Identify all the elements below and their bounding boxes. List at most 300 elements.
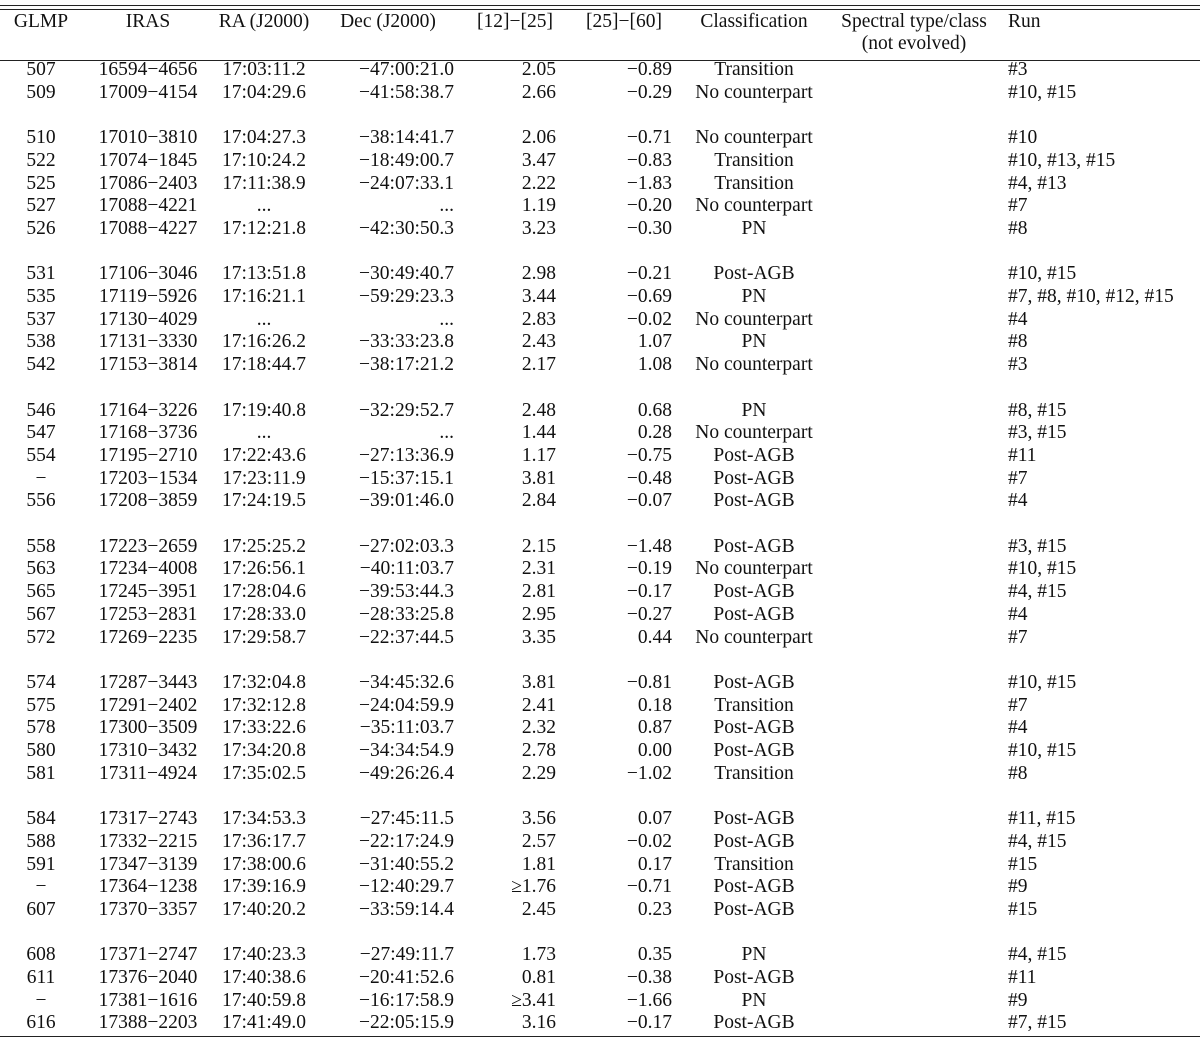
cell-classification: Post-AGB xyxy=(713,1012,795,1034)
cell-classification: PN xyxy=(741,399,767,421)
cell-color-25-60: 0.00 xyxy=(637,740,672,762)
header-spectral-line2: (not evolved) xyxy=(861,33,967,54)
cell-classification: Post-AGB xyxy=(713,263,795,285)
cell-dec: −16:17:58.9 xyxy=(359,989,454,1011)
cell-ra: 17:33:22.6 xyxy=(222,717,306,739)
table-row xyxy=(0,331,1200,354)
cell-iras: 17168−3736 xyxy=(98,422,198,444)
table-row xyxy=(0,740,1200,763)
table-row xyxy=(0,59,1200,82)
cell-spectral-type xyxy=(828,286,1000,309)
cell-classification: No counterpart xyxy=(695,195,813,217)
cell-ra: 17:40:59.8 xyxy=(222,989,306,1011)
cell-dec: −30:49:40.7 xyxy=(359,263,454,285)
cell-ra: 17:34:20.8 xyxy=(222,740,306,762)
cell-iras: 17287−3443 xyxy=(98,671,198,693)
cell-iras: 17119−5926 xyxy=(98,286,198,307)
cell-glmp: 546 xyxy=(26,399,56,421)
cell-classification: No counterpart xyxy=(695,354,813,376)
header-spectral-line1: Spectral type/class xyxy=(841,11,987,32)
cell-classification: PN xyxy=(741,331,767,353)
cell-ra: 17:39:16.9 xyxy=(222,876,306,898)
cell-ra: 17:36:17.7 xyxy=(222,830,306,852)
cell-spectral-type xyxy=(828,763,1000,786)
group-spacer-cell xyxy=(0,104,1200,127)
cell-classification: Post-AGB xyxy=(713,808,795,830)
table-row xyxy=(0,944,1200,967)
cell-spectral-type xyxy=(828,740,1000,763)
cell-color-12-25: 2.45 xyxy=(521,898,556,920)
cell-run: #7 xyxy=(1008,694,1028,716)
cell-dec: −33:59:14.4 xyxy=(359,898,454,920)
cell-glmp: 565 xyxy=(26,581,56,603)
cell-iras: 17253−2831 xyxy=(98,603,198,625)
header-classification: Classification xyxy=(700,11,808,32)
group-spacer xyxy=(0,785,1200,808)
cell-dec: ... xyxy=(439,422,454,444)
cell-run: #3 xyxy=(1008,59,1028,80)
cell-glmp: 554 xyxy=(26,444,56,466)
header-spectral-type xyxy=(828,11,1000,59)
table-row xyxy=(0,695,1200,718)
cell-dec: −27:02:03.3 xyxy=(359,535,454,557)
table-row xyxy=(0,967,1200,990)
cell-dec: −24:04:59.9 xyxy=(359,694,454,716)
cell-run: #8 xyxy=(1008,762,1028,784)
cell-iras: 17300−3509 xyxy=(98,717,198,739)
header-glmp: GLMP xyxy=(13,11,69,32)
cell-iras: 17364−1238 xyxy=(98,876,198,898)
cell-dec: −38:14:41.7 xyxy=(359,127,454,149)
cell-color-25-60: 1.08 xyxy=(637,354,672,376)
table-row xyxy=(0,1012,1200,1035)
cell-ra: 17:28:33.0 xyxy=(222,603,306,625)
cell-iras: 17009−4154 xyxy=(98,81,198,103)
cell-run: #11, #15 xyxy=(1008,808,1076,830)
table-row xyxy=(0,490,1200,513)
cell-color-12-25: 3.47 xyxy=(521,149,556,171)
cell-classification: Post-AGB xyxy=(713,876,795,898)
cell-dec: −32:29:52.7 xyxy=(359,399,454,421)
cell-dec: −35:11:03.7 xyxy=(359,717,454,739)
cell-run: #3 xyxy=(1008,354,1028,376)
cell-iras: 17388−2203 xyxy=(98,1012,198,1034)
cell-spectral-type xyxy=(828,558,1000,581)
cell-spectral-type xyxy=(828,422,1000,445)
cell-ra: 17:16:26.2 xyxy=(222,331,306,353)
cell-color-25-60: −0.38 xyxy=(626,967,672,989)
cell-run: #7 xyxy=(1008,626,1028,648)
cell-run: #10, #15 xyxy=(1008,740,1077,762)
cell-color-25-60: −1.83 xyxy=(626,172,672,194)
cell-color-25-60: −0.07 xyxy=(626,490,672,512)
cell-classification: Transition xyxy=(714,149,794,171)
header-color-12-25: [12]−[25] xyxy=(477,11,553,32)
cell-color-25-60: −0.17 xyxy=(626,581,672,603)
cell-glmp: 588 xyxy=(26,830,56,852)
cell-glmp: 531 xyxy=(26,263,56,285)
cell-spectral-type xyxy=(828,944,1000,967)
cell-spectral-type xyxy=(828,695,1000,718)
cell-spectral-type xyxy=(828,59,1000,82)
cell-color-25-60: −0.48 xyxy=(626,467,672,489)
cell-color-12-25: 2.29 xyxy=(521,762,556,784)
cell-spectral-type xyxy=(828,173,1000,196)
cell-dec: −24:07:33.1 xyxy=(359,172,454,194)
cell-classification: PN xyxy=(741,217,767,239)
group-spacer-cell xyxy=(0,649,1200,672)
cell-spectral-type xyxy=(828,263,1000,286)
cell-classification: Transition xyxy=(714,694,794,716)
cell-glmp: 526 xyxy=(26,217,56,239)
group-spacer xyxy=(0,241,1200,264)
cell-classification: Post-AGB xyxy=(713,490,795,512)
cell-run: #8, #15 xyxy=(1008,399,1067,421)
cell-color-25-60: −0.17 xyxy=(626,1012,672,1034)
cell-iras: 17131−3330 xyxy=(98,331,198,353)
cell-ra: ... xyxy=(256,308,272,330)
cell-spectral-type xyxy=(828,604,1000,627)
cell-classification: Post-AGB xyxy=(713,898,795,920)
cell-classification: Transition xyxy=(714,762,794,784)
cell-ra: 17:29:58.7 xyxy=(222,626,306,648)
cell-color-25-60: −1.66 xyxy=(626,989,672,1011)
cell-run: #4 xyxy=(1008,717,1028,739)
cell-color-12-25: 2.43 xyxy=(521,331,556,353)
table-row xyxy=(0,422,1200,445)
cell-color-12-25: ≥3.41 xyxy=(511,989,556,1011)
cell-dec: −34:34:54.9 xyxy=(359,740,454,762)
cell-classification: Post-AGB xyxy=(713,967,795,989)
cell-run: #4 xyxy=(1008,490,1028,512)
cell-classification: No counterpart xyxy=(695,81,813,103)
cell-glmp: 584 xyxy=(26,808,56,830)
cell-color-12-25: 2.41 xyxy=(521,694,556,716)
group-spacer xyxy=(0,104,1200,127)
cell-color-12-25: 3.81 xyxy=(521,671,556,693)
cell-spectral-type xyxy=(828,627,1000,650)
cell-iras: 17074−1845 xyxy=(98,149,198,171)
cell-dec: −59:29:23.3 xyxy=(359,286,454,307)
cell-glmp: 578 xyxy=(26,717,56,739)
cell-classification: Transition xyxy=(714,853,794,875)
cell-color-12-25: 2.95 xyxy=(521,603,556,625)
cell-color-12-25: 2.32 xyxy=(521,717,556,739)
cell-run: #9 xyxy=(1008,876,1028,898)
table-row xyxy=(0,127,1200,150)
cell-classification: PN xyxy=(741,989,767,1011)
cell-color-12-25: 0.81 xyxy=(521,967,556,989)
cell-iras: 17370−3357 xyxy=(98,898,198,920)
cell-color-25-60: −0.19 xyxy=(626,558,672,580)
cell-color-25-60: −0.71 xyxy=(626,127,672,149)
cell-glmp: 607 xyxy=(26,898,56,920)
cell-iras: 17332−2215 xyxy=(98,830,198,852)
cell-color-12-25: 2.05 xyxy=(521,59,556,80)
cell-iras: 17088−4221 xyxy=(98,195,198,217)
cell-glmp: − xyxy=(35,876,47,898)
cell-color-12-25: 3.81 xyxy=(521,467,556,489)
cell-iras: 17208−3859 xyxy=(98,490,198,512)
cell-spectral-type xyxy=(828,195,1000,218)
cell-ra: 17:18:44.7 xyxy=(222,354,306,376)
table-row xyxy=(0,854,1200,877)
cell-dec: −27:49:11.7 xyxy=(359,944,454,966)
cell-iras: 17381−1616 xyxy=(98,989,198,1011)
cell-dec: −27:45:11.5 xyxy=(359,808,454,830)
cell-color-25-60: −0.69 xyxy=(626,286,672,307)
group-spacer-cell xyxy=(0,922,1200,945)
cell-run: #7 xyxy=(1008,467,1028,489)
cell-spectral-type xyxy=(828,854,1000,877)
table-row xyxy=(0,604,1200,627)
cell-iras: 17269−2235 xyxy=(98,626,198,648)
cell-classification: Post-AGB xyxy=(713,581,795,603)
cell-glmp: 527 xyxy=(26,195,56,217)
cell-dec: −39:53:44.3 xyxy=(359,581,454,603)
cell-color-25-60: −0.30 xyxy=(626,217,672,239)
cell-iras: 17234−4008 xyxy=(98,558,198,580)
cell-iras: 17153−3814 xyxy=(98,354,198,376)
cell-color-12-25: 1.17 xyxy=(521,444,556,466)
cell-color-12-25: 3.35 xyxy=(521,626,556,648)
cell-classification: Post-AGB xyxy=(713,444,795,466)
cell-dec: −12:40:29.7 xyxy=(359,876,454,898)
table-row xyxy=(0,831,1200,854)
cell-ra: 17:40:23.3 xyxy=(222,944,306,966)
cell-ra: 17:19:40.8 xyxy=(222,399,306,421)
cell-iras: 17010−3810 xyxy=(98,127,198,149)
table-row xyxy=(0,150,1200,173)
cell-glmp: 542 xyxy=(26,354,56,376)
cell-glmp: 616 xyxy=(26,1012,56,1034)
cell-color-12-25: 2.17 xyxy=(521,354,556,376)
cell-classification: Post-AGB xyxy=(713,603,795,625)
cell-dec: −28:33:25.8 xyxy=(359,603,454,625)
cell-ra: ... xyxy=(256,195,272,217)
cell-dec: −41:58:38.7 xyxy=(359,81,454,103)
cell-iras: 17088−4227 xyxy=(98,217,198,239)
cell-glmp: 547 xyxy=(26,422,56,444)
cell-glmp: 580 xyxy=(26,740,56,762)
cell-glmp: 537 xyxy=(26,308,56,330)
cell-ra: 17:32:04.8 xyxy=(222,671,306,693)
table-row xyxy=(0,309,1200,332)
cell-color-25-60: 0.87 xyxy=(637,717,672,739)
cell-color-12-25: 3.23 xyxy=(521,217,556,239)
header-ra: RA (J2000) xyxy=(218,11,310,32)
cell-ra: 17:24:19.5 xyxy=(222,490,306,512)
cell-ra: 17:40:20.2 xyxy=(222,898,306,920)
cell-classification: Post-AGB xyxy=(713,830,795,852)
cell-run: #7 xyxy=(1008,195,1028,217)
table-top-rule xyxy=(0,5,1200,6)
cell-run: #7, #8, #10, #12, #15 xyxy=(1008,286,1174,307)
cell-iras: 17245−3951 xyxy=(98,581,198,603)
cell-iras: 17376−2040 xyxy=(98,967,198,989)
cell-glmp: 572 xyxy=(26,626,56,648)
cell-glmp: 558 xyxy=(26,535,56,557)
table-row xyxy=(0,672,1200,695)
cell-classification: PN xyxy=(741,286,767,307)
cell-spectral-type xyxy=(828,127,1000,150)
cell-color-25-60: −0.83 xyxy=(626,149,672,171)
table-row xyxy=(0,899,1200,922)
cell-glmp: 567 xyxy=(26,603,56,625)
cell-iras: 17203−1534 xyxy=(98,467,198,489)
cell-color-25-60: 0.68 xyxy=(637,399,672,421)
cell-glmp: 538 xyxy=(26,331,56,353)
group-spacer-cell xyxy=(0,785,1200,808)
cell-classification: No counterpart xyxy=(695,422,813,444)
cell-color-25-60: 0.35 xyxy=(637,944,672,966)
cell-color-25-60: −0.21 xyxy=(626,263,672,285)
cell-color-12-25: 2.83 xyxy=(521,308,556,330)
cell-dec: −27:13:36.9 xyxy=(359,444,454,466)
cell-color-25-60: 1.07 xyxy=(637,331,672,353)
cell-run: #15 xyxy=(1008,853,1038,875)
cell-glmp: 556 xyxy=(26,490,56,512)
cell-run: #8 xyxy=(1008,331,1028,353)
cell-dec: −39:01:46.0 xyxy=(359,490,454,512)
header-color-25-60: [25]−[60] xyxy=(586,11,662,32)
table-row xyxy=(0,990,1200,1013)
cell-glmp: 509 xyxy=(26,81,56,103)
cell-color-12-25: 2.15 xyxy=(521,535,556,557)
table-row xyxy=(0,717,1200,740)
cell-spectral-type xyxy=(828,672,1000,695)
cell-iras: 17130−4029 xyxy=(98,308,198,330)
cell-ra: 17:40:38.6 xyxy=(222,967,306,989)
cell-glmp: 535 xyxy=(26,286,56,307)
group-spacer xyxy=(0,922,1200,945)
cell-run: #4, #15 xyxy=(1008,830,1067,852)
cell-spectral-type xyxy=(828,831,1000,854)
cell-classification: Post-AGB xyxy=(713,535,795,557)
cell-spectral-type xyxy=(828,717,1000,740)
cell-ra: 17:28:04.6 xyxy=(222,581,306,603)
cell-run: #9 xyxy=(1008,989,1028,1011)
cell-dec: −15:37:15.1 xyxy=(359,467,454,489)
cell-color-25-60: −0.81 xyxy=(626,671,672,693)
cell-run: #8 xyxy=(1008,217,1028,239)
cell-ra: 17:26:56.1 xyxy=(222,558,306,580)
cell-ra: 17:23:11.9 xyxy=(222,467,306,489)
cell-ra: 17:12:21.8 xyxy=(222,217,306,239)
cell-ra: 17:41:49.0 xyxy=(222,1012,306,1034)
cell-color-12-25: 3.16 xyxy=(521,1012,556,1034)
cell-ra: 17:35:02.5 xyxy=(222,762,306,784)
cell-classification: Transition xyxy=(714,59,794,80)
cell-ra: 17:03:11.2 xyxy=(222,59,306,80)
cell-color-12-25: 2.78 xyxy=(521,740,556,762)
cell-glmp: 522 xyxy=(26,149,56,171)
cell-color-12-25: 2.31 xyxy=(521,558,556,580)
cell-color-12-25: 2.06 xyxy=(521,127,556,149)
cell-classification: No counterpart xyxy=(695,308,813,330)
cell-dec: ... xyxy=(439,195,454,217)
cell-ra: 17:11:38.9 xyxy=(222,172,306,194)
table-row xyxy=(0,876,1200,899)
header-run: Run xyxy=(1008,11,1041,32)
cell-iras: 17106−3046 xyxy=(98,263,198,285)
cell-glmp: 591 xyxy=(26,853,56,875)
cell-glmp: 510 xyxy=(26,127,56,149)
cell-color-12-25: 2.22 xyxy=(521,172,556,194)
cell-spectral-type xyxy=(828,581,1000,604)
table-top-rule-double xyxy=(0,9,1200,10)
cell-run: #10, #13, #15 xyxy=(1008,149,1116,171)
cell-dec: −47:00:21.0 xyxy=(359,59,454,80)
cell-dec: −38:17:21.2 xyxy=(359,354,454,376)
group-spacer-cell xyxy=(0,513,1200,536)
cell-color-25-60: −0.27 xyxy=(626,603,672,625)
group-spacer xyxy=(0,649,1200,672)
cell-iras: 17086−2403 xyxy=(98,172,198,194)
cell-color-25-60: 0.28 xyxy=(637,422,672,444)
cell-glmp: 574 xyxy=(26,671,56,693)
cell-dec: −40:11:03.7 xyxy=(359,558,454,580)
cell-color-12-25: 2.98 xyxy=(521,263,556,285)
cell-dec: −22:37:44.5 xyxy=(359,626,454,648)
cell-run: #3, #15 xyxy=(1008,535,1067,557)
cell-color-25-60: −0.29 xyxy=(626,81,672,103)
cell-dec: −22:05:15.9 xyxy=(359,1012,454,1034)
cell-spectral-type xyxy=(828,309,1000,332)
table-row xyxy=(0,763,1200,786)
cell-spectral-type xyxy=(828,354,1000,377)
cell-color-25-60: −0.02 xyxy=(626,308,672,330)
cell-iras: 17347−3139 xyxy=(98,853,198,875)
cell-dec: −33:33:23.8 xyxy=(359,331,454,353)
cell-run: #10, #15 xyxy=(1008,671,1077,693)
table-row xyxy=(0,286,1200,309)
cell-iras: 17317−2743 xyxy=(98,808,198,830)
cell-iras: 17223−2659 xyxy=(98,535,198,557)
cell-color-25-60: −0.20 xyxy=(626,195,672,217)
cell-spectral-type xyxy=(828,808,1000,831)
cell-color-12-25: 2.48 xyxy=(521,399,556,421)
cell-dec: −42:30:50.3 xyxy=(359,217,454,239)
group-spacer xyxy=(0,513,1200,536)
cell-classification: Post-AGB xyxy=(713,671,795,693)
cell-classification: Post-AGB xyxy=(713,740,795,762)
cell-ra: 17:38:00.6 xyxy=(222,853,306,875)
cell-ra: 17:32:12.8 xyxy=(222,694,306,716)
cell-run: #11 xyxy=(1008,967,1037,989)
cell-run: #3, #15 xyxy=(1008,422,1067,444)
cell-iras: 17310−3432 xyxy=(98,740,198,762)
cell-dec: −49:26:26.4 xyxy=(359,762,454,784)
cell-dec: −31:40:55.2 xyxy=(359,853,454,875)
cell-color-12-25: 2.57 xyxy=(521,830,556,852)
group-spacer-cell xyxy=(0,377,1200,400)
cell-spectral-type xyxy=(828,468,1000,491)
cell-run: #10, #15 xyxy=(1008,81,1077,103)
cell-run: #15 xyxy=(1008,898,1038,920)
cell-color-25-60: −1.48 xyxy=(626,535,672,557)
cell-glmp: 507 xyxy=(26,59,56,80)
cell-iras: 17164−3226 xyxy=(98,399,198,421)
cell-spectral-type xyxy=(828,445,1000,468)
cell-spectral-type xyxy=(828,967,1000,990)
table-row xyxy=(0,627,1200,650)
cell-spectral-type xyxy=(828,990,1000,1013)
cell-run: #4 xyxy=(1008,308,1028,330)
cell-run: #10 xyxy=(1008,127,1038,149)
group-spacer xyxy=(0,377,1200,400)
cell-glmp: 575 xyxy=(26,694,56,716)
